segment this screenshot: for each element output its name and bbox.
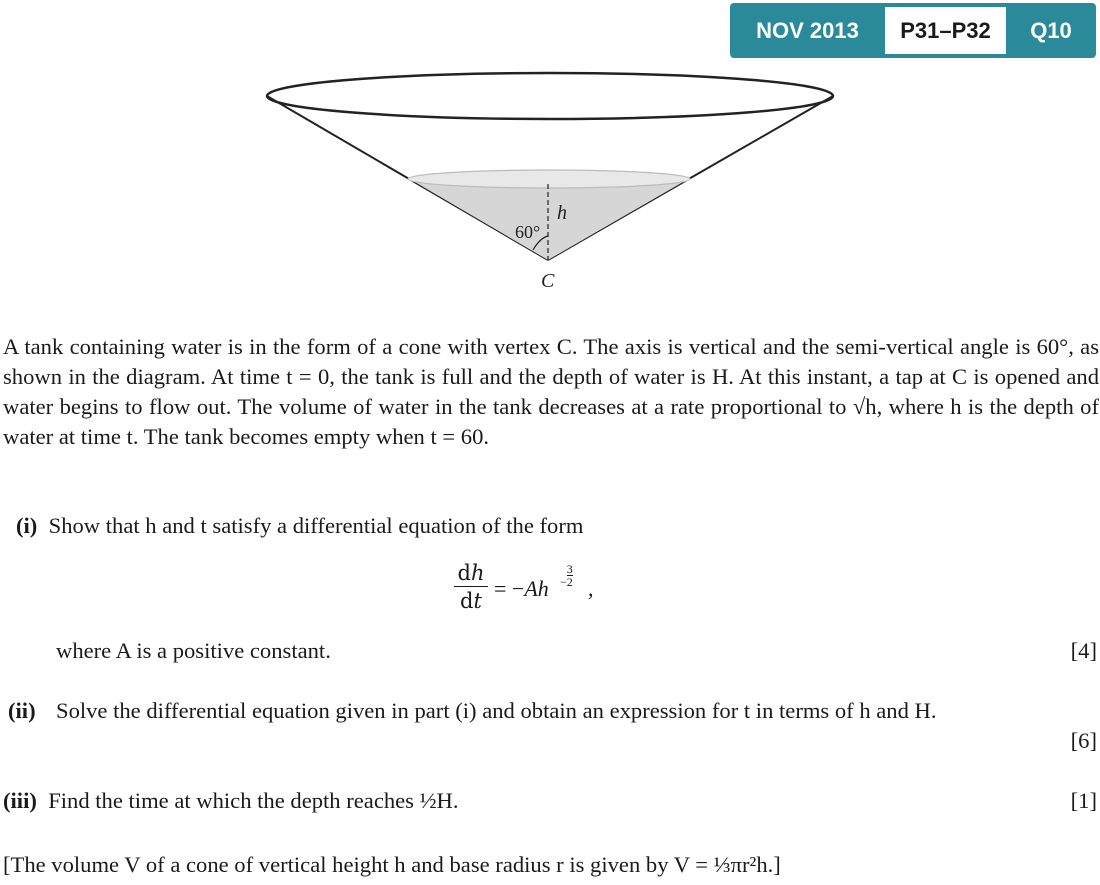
papers-label: P31–P32 xyxy=(885,7,1006,54)
part-iii-question xyxy=(3,786,459,816)
volume-formula-note: [The volume V of a cone of vertical height h and base radius r is given by V = ⅓πr²h.] xyxy=(3,852,781,877)
part-iii-label: (iii) xyxy=(3,788,37,813)
differential-equation: dh dt = −Ah − $\frac{3}{2}$ , xyxy=(448,560,648,622)
part-iii-marks: [1] xyxy=(1070,788,1097,813)
water-body xyxy=(408,178,690,260)
angle-label: 60° xyxy=(515,222,541,242)
part-i-text: Show that h and t satisfy a differential equation of the form xyxy=(48,513,584,538)
cone-diagram xyxy=(0,60,850,300)
problem-intro: A tank containing water is in the form of a cone with vertex C. The axis is vertical and the semi-vertical angle is 60°, as shown in the diagram. At time t = 0, the tank is full and the depth of water is H. At this instant, a tap at C is opened and water begins to flow out. The volume of water in the tank decreases at a rate proportional to √h, where h is the depth of water at time t. The tank becomes empty when t = 60. xyxy=(3,334,1099,449)
depth-label: h xyxy=(557,202,567,224)
paper-reference-badge xyxy=(730,3,1096,58)
water-surface xyxy=(408,170,690,188)
session-label: NOV 2013 xyxy=(756,18,859,43)
vertex-label: C xyxy=(541,270,555,292)
part-i-label: (i) xyxy=(16,513,38,538)
part-i-question xyxy=(16,511,583,541)
part-ii-marks: [6] xyxy=(1070,728,1097,753)
part-i-where: where A is a positive constant. xyxy=(56,638,331,663)
part-i-marks: [4] xyxy=(1070,638,1097,663)
part-ii-label: (ii) xyxy=(8,698,36,723)
cone-rim xyxy=(267,73,833,119)
part-iii-text: Find the time at which the depth reaches ½H. xyxy=(48,788,459,813)
question-label: Q10 xyxy=(1030,18,1072,43)
part-ii-text: Solve the differential equation given in part (i) and obtain an expression for t in terms of h and H. xyxy=(56,698,937,723)
